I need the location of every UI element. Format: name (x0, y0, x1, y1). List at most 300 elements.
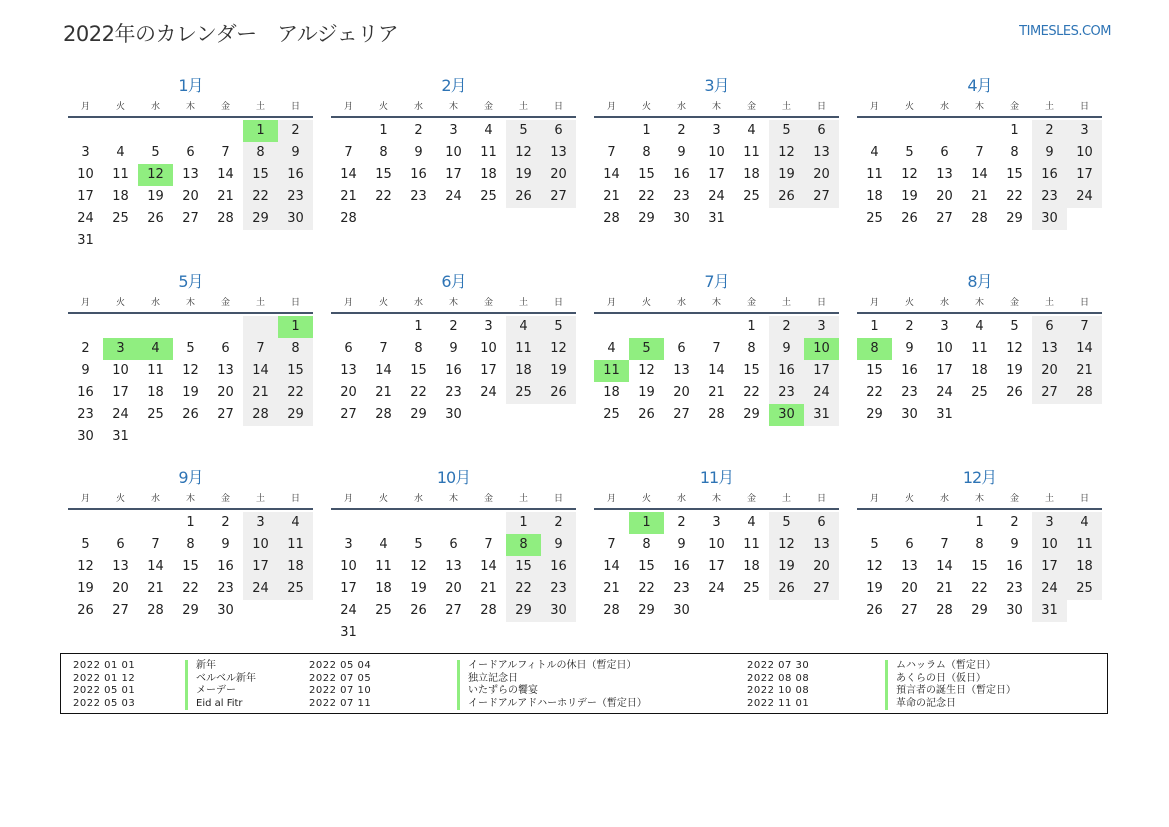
day-grid (594, 314, 839, 426)
day-cell: 19 (638, 385, 655, 400)
day-cell: 20 (804, 556, 839, 578)
weekday-label: 日 (290, 494, 300, 504)
day-grid (68, 314, 313, 448)
day-cell: 10 (243, 534, 278, 556)
holiday-date: 2022 01 12 (73, 672, 136, 684)
day-cell: 8 (243, 142, 278, 164)
day-cell: 16 (769, 360, 804, 382)
weekday-label: 木 (185, 494, 195, 504)
day-cell: 18 (603, 385, 620, 400)
weekday-header (857, 294, 1102, 314)
day-cell: 25 (971, 385, 988, 400)
weekday-label: 火 (641, 102, 651, 112)
day-cell: 28 (708, 407, 725, 422)
day-cell: 11 (278, 534, 313, 556)
weekday-label: 木 (711, 102, 721, 112)
day-cell: 28 (603, 603, 620, 618)
day-cell: 23 (410, 189, 427, 204)
holiday-date: 2022 07 10 (309, 685, 372, 696)
day-cell-holiday: 8 (506, 534, 541, 556)
day-cell: 1 (747, 319, 756, 334)
month-name: 6月 (441, 272, 466, 291)
month-name: 4月 (967, 76, 992, 95)
month-name: 12月 (962, 468, 997, 487)
day-cell: 29 (1006, 211, 1023, 226)
day-cell: 7 (344, 145, 353, 160)
day-cell: 18 (1067, 556, 1102, 578)
day-cell: 11 (1067, 534, 1102, 556)
weekday-label: 火 (115, 494, 125, 504)
weekday-header (594, 98, 839, 118)
weekday-label: 木 (185, 102, 195, 112)
weekday-label: 土 (1044, 102, 1054, 112)
day-cell: 17 (708, 167, 725, 182)
day-cell: 13 (1032, 338, 1067, 360)
day-cell: 31 (112, 429, 129, 444)
day-cell: 6 (677, 341, 686, 356)
day-cell: 16 (673, 559, 690, 574)
day-cell-holiday: 3 (103, 338, 138, 360)
day-empty (629, 316, 664, 338)
day-cell: 2 (677, 123, 686, 138)
day-cell: 3 (1067, 120, 1102, 142)
day-cell: 17 (804, 360, 839, 382)
day-cell: 31 (340, 625, 357, 640)
weekday-header (331, 490, 576, 510)
day-cell: 29 (638, 211, 655, 226)
day-cell: 21 (243, 382, 278, 404)
day-cell: 13 (936, 167, 953, 182)
weekday-label: 金 (220, 494, 230, 504)
day-cell: 14 (147, 559, 164, 574)
day-cell: 27 (804, 186, 839, 208)
day-cell: 16 (278, 164, 313, 186)
day-empty (594, 120, 629, 142)
day-cell: 3 (712, 123, 721, 138)
day-cell: 24 (708, 189, 725, 204)
holiday-list (60, 653, 1108, 714)
day-cell: 24 (1067, 186, 1102, 208)
day-cell: 9 (81, 363, 90, 378)
weekday-label: 月 (343, 298, 353, 308)
day-cell: 8 (642, 537, 651, 552)
holiday-name: Eid al Fitr (185, 698, 309, 711)
weekday-label: 土 (255, 102, 265, 112)
day-cell: 18 (506, 360, 541, 382)
day-empty (594, 316, 629, 338)
day-cell: 9 (449, 341, 458, 356)
day-cell: 6 (1032, 316, 1067, 338)
day-cell: 20 (901, 581, 918, 596)
day-cell: 16 (77, 385, 94, 400)
day-cell: 4 (1067, 512, 1102, 534)
day-cell: 5 (905, 145, 914, 160)
day-cell: 3 (243, 512, 278, 534)
day-cell: 29 (743, 407, 760, 422)
day-cell: 25 (375, 603, 392, 618)
weekday-label: 水 (939, 102, 949, 112)
holiday-name: メーデー (185, 685, 309, 698)
month-9 (68, 466, 313, 662)
day-cell: 7 (607, 537, 616, 552)
weekday-label: 水 (676, 102, 686, 112)
day-cell: 14 (243, 360, 278, 382)
weekday-label: 金 (1009, 102, 1019, 112)
day-cell: 17 (480, 363, 497, 378)
day-cell: 30 (673, 211, 690, 226)
day-cell: 15 (866, 363, 883, 378)
day-cell: 16 (541, 556, 576, 578)
month-name: 7月 (704, 272, 729, 291)
holiday-name: いたずらの饗宴 (457, 685, 747, 698)
day-cell: 23 (769, 382, 804, 404)
day-cell: 27 (217, 407, 234, 422)
day-cell: 19 (410, 581, 427, 596)
day-cell: 7 (243, 338, 278, 360)
day-cell: 6 (116, 537, 125, 552)
day-cell: 15 (375, 167, 392, 182)
weekday-header (331, 294, 576, 314)
day-cell: 25 (603, 407, 620, 422)
month-name: 9月 (178, 468, 203, 487)
day-cell: 2 (677, 515, 686, 530)
day-cell: 26 (1006, 385, 1023, 400)
day-cell: 22 (638, 189, 655, 204)
day-cell: 30 (901, 407, 918, 422)
weekday-label: 土 (1044, 298, 1054, 308)
day-cell: 13 (112, 559, 129, 574)
weekday-label: 火 (115, 102, 125, 112)
day-cell: 27 (182, 211, 199, 226)
day-empty (927, 512, 962, 534)
day-cell: 28 (1067, 382, 1102, 404)
day-cell: 14 (603, 167, 620, 182)
day-cell: 16 (673, 167, 690, 182)
weekday-label: 金 (220, 298, 230, 308)
day-cell: 12 (506, 142, 541, 164)
weekday-header (857, 490, 1102, 510)
day-cell: 20 (804, 164, 839, 186)
day-empty (68, 316, 103, 338)
month-1 (68, 74, 313, 270)
holiday-date: 2022 07 30 (747, 660, 810, 671)
day-cell: 8 (747, 341, 756, 356)
day-cell: 2 (221, 515, 230, 530)
month-name: 1月 (178, 76, 203, 95)
day-cell: 30 (1032, 208, 1067, 230)
day-cell: 13 (541, 142, 576, 164)
weekday-header (68, 98, 313, 118)
day-cell: 27 (901, 603, 918, 618)
day-cell: 18 (375, 581, 392, 596)
day-cell: 19 (769, 164, 804, 186)
day-cell: 6 (804, 120, 839, 142)
day-empty (103, 120, 138, 142)
day-cell: 26 (147, 211, 164, 226)
weekday-label: 日 (1079, 494, 1089, 504)
day-cell-holiday: 30 (769, 404, 804, 426)
day-empty (436, 512, 471, 534)
day-empty (68, 512, 103, 534)
day-cell: 5 (541, 316, 576, 338)
day-cell: 1 (975, 515, 984, 530)
day-cell: 13 (804, 142, 839, 164)
day-empty (243, 316, 278, 338)
day-cell: 10 (77, 167, 94, 182)
day-cell: 9 (221, 537, 230, 552)
day-cell: 19 (1006, 363, 1023, 378)
day-cell: 9 (905, 341, 914, 356)
day-cell: 26 (866, 603, 883, 618)
day-cell: 13 (673, 363, 690, 378)
day-cell: 19 (182, 385, 199, 400)
day-cell: 16 (1006, 559, 1023, 574)
day-cell: 31 (708, 211, 725, 226)
day-cell: 12 (769, 534, 804, 556)
day-cell: 4 (607, 341, 616, 356)
day-cell: 30 (673, 603, 690, 618)
day-cell: 15 (182, 559, 199, 574)
day-cell: 6 (804, 512, 839, 534)
day-cell: 9 (1010, 537, 1019, 552)
weekday-label: 日 (553, 102, 563, 112)
day-cell: 15 (243, 164, 278, 186)
weekday-label: 火 (115, 298, 125, 308)
weekday-label: 木 (185, 298, 195, 308)
day-cell: 16 (445, 363, 462, 378)
day-cell: 14 (217, 167, 234, 182)
day-cell: 2 (769, 316, 804, 338)
day-empty (138, 512, 173, 534)
day-cell: 28 (375, 407, 392, 422)
day-cell: 23 (673, 581, 690, 596)
weekday-label: 日 (553, 494, 563, 504)
day-cell: 20 (445, 581, 462, 596)
weekday-label: 水 (676, 298, 686, 308)
month-name: 8月 (967, 272, 992, 291)
day-cell: 11 (866, 167, 883, 182)
day-cell: 20 (182, 189, 199, 204)
day-cell: 5 (1010, 319, 1019, 334)
day-cell: 22 (1006, 189, 1023, 204)
day-cell: 14 (480, 559, 497, 574)
day-cell: 4 (116, 145, 125, 160)
day-cell: 11 (480, 145, 497, 160)
day-cell: 22 (243, 186, 278, 208)
day-cell: 1 (870, 319, 879, 334)
day-empty (103, 512, 138, 534)
day-cell: 11 (743, 537, 760, 552)
weekday-label: 日 (553, 298, 563, 308)
day-cell: 18 (743, 559, 760, 574)
day-cell: 27 (936, 211, 953, 226)
day-cell: 11 (506, 338, 541, 360)
day-cell: 17 (708, 559, 725, 574)
weekday-label: 水 (676, 494, 686, 504)
day-cell: 17 (1067, 164, 1102, 186)
weekday-label: 土 (1044, 494, 1054, 504)
day-cell: 22 (506, 578, 541, 600)
day-cell: 3 (449, 123, 458, 138)
day-cell: 11 (375, 559, 392, 574)
day-cell: 3 (344, 537, 353, 552)
day-cell: 23 (901, 385, 918, 400)
day-cell: 29 (866, 407, 883, 422)
day-cell: 16 (901, 363, 918, 378)
day-cell: 10 (708, 537, 725, 552)
day-cell: 5 (186, 341, 195, 356)
day-cell: 5 (414, 537, 423, 552)
day-cell: 12 (901, 167, 918, 182)
day-cell: 14 (1067, 338, 1102, 360)
day-cell: 22 (182, 581, 199, 596)
day-cell: 20 (217, 385, 234, 400)
weekday-label: 火 (641, 494, 651, 504)
weekday-header (68, 294, 313, 314)
day-cell: 26 (77, 603, 94, 618)
weekday-header (857, 98, 1102, 118)
day-cell: 31 (1032, 600, 1067, 622)
day-cell: 5 (151, 145, 160, 160)
day-cell: 21 (340, 189, 357, 204)
day-cell: 26 (901, 211, 918, 226)
day-cell: 17 (112, 385, 129, 400)
month-6 (331, 270, 576, 466)
day-cell: 4 (506, 316, 541, 338)
day-empty (138, 316, 173, 338)
day-cell: 30 (445, 407, 462, 422)
day-cell: 4 (870, 145, 879, 160)
day-cell: 29 (506, 600, 541, 622)
calendar-grid (68, 74, 1102, 662)
day-cell: 3 (484, 319, 493, 334)
day-cell: 27 (541, 186, 576, 208)
weekday-label: 金 (746, 494, 756, 504)
day-cell: 9 (769, 338, 804, 360)
day-cell: 7 (1067, 316, 1102, 338)
day-grid (331, 118, 576, 230)
day-cell-holiday: 10 (804, 338, 839, 360)
weekday-label: 日 (1079, 102, 1089, 112)
day-cell: 22 (638, 581, 655, 596)
holiday-name: 革命の記念日 (885, 698, 1121, 711)
weekday-label: 土 (781, 298, 791, 308)
site-link[interactable]: TIMESLES.COM (1019, 24, 1111, 39)
day-empty (664, 316, 699, 338)
weekday-header (331, 98, 576, 118)
day-cell: 18 (971, 363, 988, 378)
day-cell: 26 (506, 186, 541, 208)
weekday-label: 水 (939, 494, 949, 504)
day-cell: 29 (278, 404, 313, 426)
day-cell: 8 (186, 537, 195, 552)
holiday-date: 2022 01 01 (73, 660, 136, 671)
day-cell: 9 (677, 537, 686, 552)
day-cell-holiday: 1 (629, 512, 664, 534)
day-cell: 29 (638, 603, 655, 618)
day-cell: 8 (278, 338, 313, 360)
day-cell: 4 (278, 512, 313, 534)
weekday-label: 金 (483, 298, 493, 308)
day-cell: 23 (541, 578, 576, 600)
day-cell-holiday: 4 (138, 338, 173, 360)
weekday-label: 木 (974, 298, 984, 308)
day-cell: 12 (182, 363, 199, 378)
day-cell: 25 (1067, 578, 1102, 600)
day-cell: 5 (769, 512, 804, 534)
day-cell: 23 (217, 581, 234, 596)
day-cell: 1 (642, 123, 651, 138)
weekday-label: 木 (448, 298, 458, 308)
day-cell: 21 (708, 385, 725, 400)
day-cell: 5 (870, 537, 879, 552)
day-cell: 31 (936, 407, 953, 422)
day-cell: 2 (1032, 120, 1067, 142)
holiday-date: 2022 05 04 (309, 660, 372, 671)
day-cell: 19 (77, 581, 94, 596)
day-cell: 29 (971, 603, 988, 618)
day-grid (857, 118, 1102, 230)
day-cell-holiday: 5 (629, 338, 664, 360)
day-cell: 30 (217, 603, 234, 618)
day-empty (331, 316, 366, 338)
day-empty (892, 512, 927, 534)
day-empty (173, 316, 208, 338)
day-cell: 3 (81, 145, 90, 160)
day-empty (927, 120, 962, 142)
weekday-label: 土 (781, 494, 791, 504)
weekday-label: 土 (255, 494, 265, 504)
day-cell: 12 (638, 363, 655, 378)
day-cell: 16 (1032, 164, 1067, 186)
day-cell: 27 (340, 407, 357, 422)
day-cell: 10 (480, 341, 497, 356)
day-cell: 22 (410, 385, 427, 400)
day-cell: 26 (182, 407, 199, 422)
holiday-date: 2022 07 05 (309, 672, 372, 684)
day-cell: 21 (375, 385, 392, 400)
day-cell: 9 (278, 142, 313, 164)
day-grid (68, 118, 313, 252)
day-cell: 28 (936, 603, 953, 618)
day-empty (366, 316, 401, 338)
weekday-label: 水 (150, 494, 160, 504)
day-cell: 20 (673, 385, 690, 400)
day-cell: 27 (112, 603, 129, 618)
holiday-name: ムハッラム（暫定日） (885, 660, 1121, 673)
day-cell: 2 (1010, 515, 1019, 530)
weekday-label: 水 (939, 298, 949, 308)
weekday-label: 土 (255, 298, 265, 308)
day-cell: 21 (936, 581, 953, 596)
day-empty (857, 512, 892, 534)
day-cell: 13 (182, 167, 199, 182)
day-cell: 15 (743, 363, 760, 378)
day-cell: 31 (804, 404, 839, 426)
day-cell: 27 (1032, 382, 1067, 404)
day-empty (138, 120, 173, 142)
weekday-label: 木 (974, 102, 984, 112)
month-name: 11月 (699, 468, 734, 487)
day-grid (857, 314, 1102, 426)
day-cell: 19 (147, 189, 164, 204)
day-cell: 13 (901, 559, 918, 574)
day-cell: 21 (603, 581, 620, 596)
day-cell: 16 (217, 559, 234, 574)
day-grid (331, 510, 576, 644)
day-cell: 18 (278, 556, 313, 578)
day-grid (594, 118, 839, 230)
